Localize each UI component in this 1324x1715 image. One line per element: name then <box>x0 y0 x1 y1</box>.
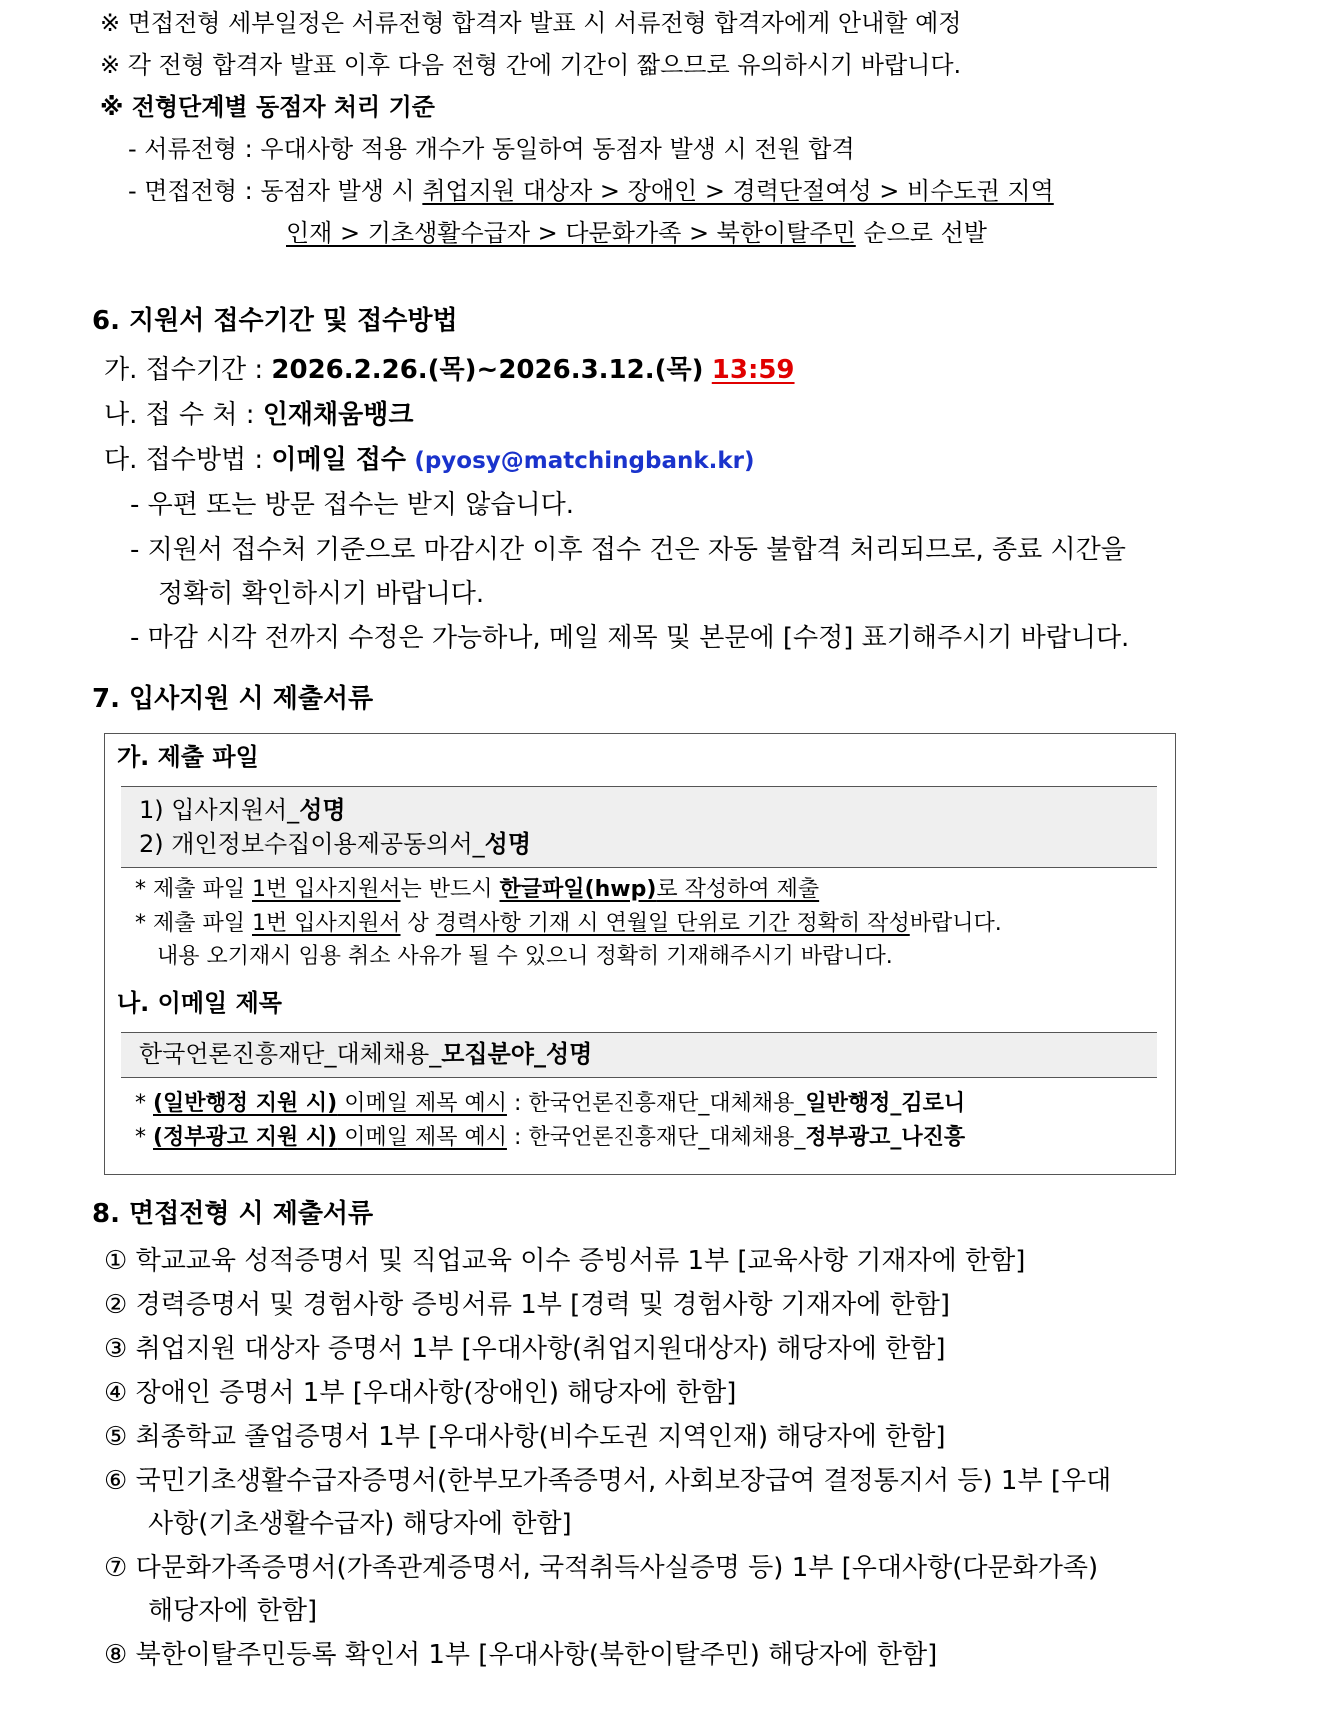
place-label: 나. 접 수 처 : <box>104 400 263 430</box>
bullet-deadline-cont: 정확히 확인하시기 바랍니다. <box>158 579 485 609</box>
section6-title: 6. 지원서 접수기간 및 접수방법 <box>92 306 458 336</box>
period-value: 2026.2.26.(목)~2026.3.12.(목) <box>271 355 704 385</box>
file-note-2-cont: 내용 오기재시 임용 취소 사유가 될 수 있으니 정확히 기재해주시기 바랍니다. <box>157 944 893 969</box>
email-example-2-mid: 이메일 제목 예시 <box>337 1125 507 1150</box>
file-note-1-d: 한글파일(hwp) <box>499 877 657 902</box>
file-note-1-b: 1번 입사지원서 <box>252 877 401 902</box>
file-note-2-d: 경력사항 기재 시 연월일 단위로 기간 정확히 작성 <box>435 911 910 936</box>
file-note-2 <box>135 910 1002 938</box>
file-item-1-bold: 성명 <box>299 796 346 824</box>
email-example-2 <box>135 1124 965 1152</box>
interview-doc-3: ③ 취업지원 대상자 증명서 1부 [우대사항(취업지원대상자) 해당자에 한함] <box>104 1334 946 1364</box>
period-line <box>104 353 795 387</box>
interview-doc-6: ⑥ 국민기초생활수급자증명서(한부모가족증명서, 사회보장급여 결정통지서 등) 1부 [우대 <box>104 1466 1112 1496</box>
section8-title: 8. 면접전형 시 제출서류 <box>92 1199 374 1229</box>
interview-doc-6-cont: 사항(기초생활수급자) 해당자에 한함] <box>148 1509 572 1539</box>
place-line <box>104 398 414 432</box>
bullet-edit: - 마감 시각 전까지 수정은 가능하나, 메일 제목 및 본문에 [수정] 표기해주시기 바랍니다. <box>130 623 1130 653</box>
email-example-2-value: : 한국언론진흥재단_대체채용_ <box>506 1125 806 1150</box>
tie-interview-suffix: 순으로 선발 <box>855 219 987 247</box>
interview-doc-5: ⑤ 최종학교 졸업증명서 1부 [우대사항(비수도권 지역인재) 해당자에 한함] <box>104 1422 946 1452</box>
email-example-1-bold: 일반행정_김로니 <box>805 1091 966 1116</box>
file-note-1-e: 로 작성하여 제출 <box>656 877 820 902</box>
note-short-period: ※ 각 전형 합격자 발표 이후 다음 전형 간에 기간이 짧으므로 유의하시기 바랍니다. <box>100 51 962 79</box>
email-format-bold: 모집분야_성명 <box>441 1040 593 1068</box>
file-item-1 <box>139 795 346 825</box>
method-email[interactable]: (pyosy@matchingbank.kr) <box>414 448 755 474</box>
file-item-1-prefix: 1) 입사지원서_ <box>139 796 300 824</box>
note-interview-schedule: ※ 면접전형 세부일정은 서류전형 합격자 발표 시 서류전형 합격자에게 안내할 예정 <box>100 9 962 37</box>
file-item-2-prefix: 2) 개인정보수집이용제공동의서_ <box>139 830 485 858</box>
bullet-no-mail: - 우편 또는 방문 접수는 받지 않습니다. <box>130 490 574 520</box>
email-example-1-value: : 한국언론진흥재단_대체채용_ <box>506 1091 806 1116</box>
bullet-deadline: - 지원서 접수처 기준으로 마감시간 이후 접수 건은 자동 불합격 처리되므로, 종료 시간을 <box>130 535 1126 565</box>
file-note-2-c: 상 <box>400 911 436 936</box>
section7-title: 7. 입사지원 시 제출서류 <box>92 684 374 714</box>
period-label: 가. 접수기간 : <box>104 355 272 385</box>
tie-heading: ※ 전형단계별 동점자 처리 기준 <box>100 93 435 121</box>
submission-box <box>104 733 1176 1175</box>
tie-interview-order: 취업지원 대상자 > 장애인 > 경력단절여성 > 비수도권 지역 <box>422 177 1054 205</box>
place-value: 인재채움뱅크 <box>262 400 414 430</box>
file-item-2 <box>139 829 531 859</box>
file-note-2-b: 1번 입사지원서 <box>252 911 401 936</box>
file-note-2-a: * 제출 파일 <box>135 911 252 936</box>
email-example-1-label: (일반행정 지원 시) <box>153 1091 338 1116</box>
tie-interview-prefix: - 면접전형 : 동점자 발생 시 <box>128 177 423 205</box>
email-title: 나. 이메일 제목 <box>117 989 282 1017</box>
tie-interview-cont <box>286 218 987 248</box>
email-example-2-star: * <box>135 1125 153 1150</box>
method-value: 이메일 접수 <box>271 445 407 475</box>
interview-doc-4: ④ 장애인 증명서 1부 [우대사항(장애인) 해당자에 한함] <box>104 1378 737 1408</box>
email-example-2-bold: 정부광고_나진흥 <box>805 1125 966 1150</box>
file-list <box>121 786 1157 868</box>
method-line <box>104 443 755 478</box>
tie-document: - 서류전형 : 우대사항 적용 개수가 동일하여 동점자 발생 시 전원 합격 <box>128 135 855 163</box>
file-note-2-e: 바랍니다. <box>909 911 1002 936</box>
tie-interview-order-2: 인재 > 기초생활수급자 > 다문화가족 > 북한이탈주민 <box>286 219 856 247</box>
email-format <box>121 1032 1157 1078</box>
email-example-1-mid: 이메일 제목 예시 <box>337 1091 507 1116</box>
file-note-1-c: 는 반드시 <box>400 877 500 902</box>
period-time: 13:59 <box>711 355 795 385</box>
interview-doc-8: ⑧ 북한이탈주민등록 확인서 1부 [우대사항(북한이탈주민) 해당자에 한함] <box>104 1640 938 1670</box>
files-title: 가. 제출 파일 <box>117 743 259 771</box>
file-item-2-bold: 성명 <box>484 830 532 858</box>
tie-interview <box>128 176 1054 206</box>
email-format-text <box>139 1039 592 1069</box>
interview-doc-1: ① 학교교육 성적증명서 및 직업교육 이수 증빙서류 1부 [교육사항 기재자에 한함] <box>104 1246 1026 1276</box>
method-label: 다. 접수방법 : <box>104 445 272 475</box>
interview-doc-7-cont: 해당자에 한함] <box>148 1596 318 1626</box>
email-example-2-label: (정부광고 지원 시) <box>153 1125 338 1150</box>
interview-doc-2: ② 경력증명서 및 경험사항 증빙서류 1부 [경력 및 경험사항 기재자에 한함] <box>104 1290 951 1320</box>
email-format-prefix: 한국언론진흥재단_대체채용_ <box>139 1040 442 1068</box>
file-note-1 <box>135 876 819 904</box>
interview-doc-7: ⑦ 다문화가족증명서(가족관계증명서, 국적취득사실증명 등) 1부 [우대사항(다문화가족) <box>104 1553 1099 1583</box>
email-example-1 <box>135 1090 965 1118</box>
email-example-1-star: * <box>135 1091 153 1116</box>
file-note-1-a: * 제출 파일 <box>135 877 252 902</box>
